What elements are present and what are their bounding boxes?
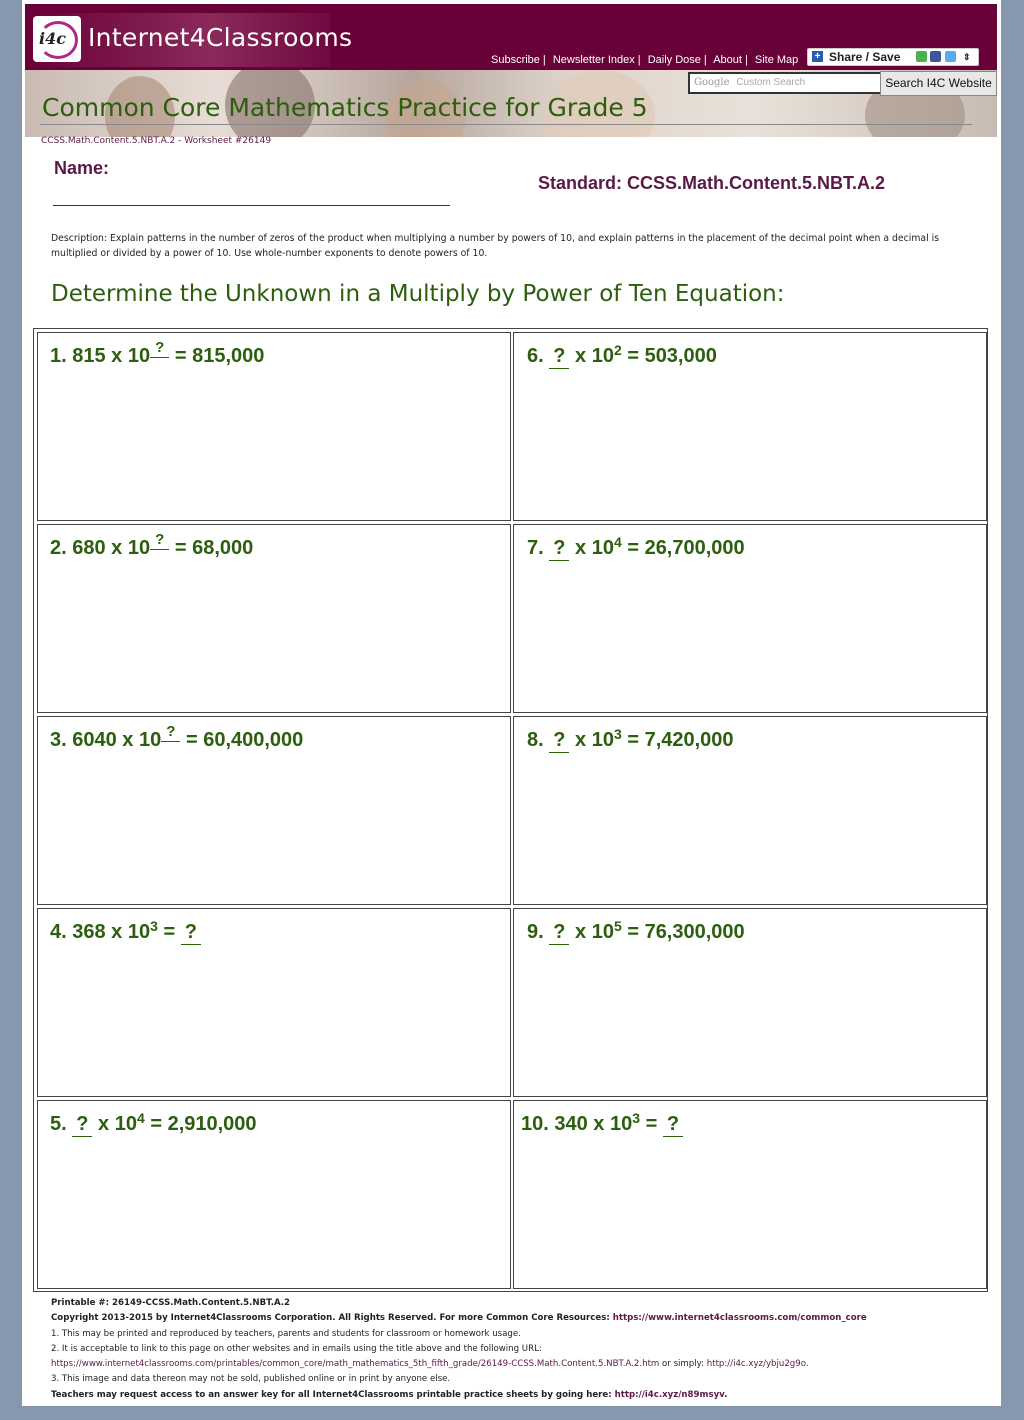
- answer-blank: ?: [549, 345, 569, 369]
- search-input[interactable]: [688, 72, 882, 94]
- problem-result: = 26,700,000: [627, 537, 745, 559]
- problem-2: [50, 531, 254, 560]
- problem-exponent: 5: [613, 918, 622, 934]
- title-divider: [40, 124, 972, 125]
- problem-number: 5.: [50, 1113, 67, 1135]
- problem-3: [50, 723, 304, 752]
- problem-cell-9: [513, 908, 987, 1097]
- nav-link-subscribe[interactable]: Subscribe: [491, 54, 540, 66]
- problem-number: 10.: [521, 1113, 549, 1135]
- problem-base: x 10: [98, 1113, 137, 1135]
- answer-blank: ?: [549, 729, 569, 753]
- problem-exponent: 4: [613, 534, 622, 550]
- search-button[interactable]: Search I4C Website: [880, 71, 997, 96]
- problem-base: x 10: [575, 537, 614, 559]
- problem-cell-6: [513, 332, 987, 521]
- problem-number: 4.: [50, 921, 67, 943]
- nav-link-newsletter-index[interactable]: Newsletter Index: [552, 54, 635, 66]
- problem-cell-8: [513, 716, 987, 905]
- nav-link-site-map[interactable]: Site Map: [754, 54, 799, 66]
- problem-exponent: 3: [613, 726, 622, 742]
- problem-factor: 6040 x 10: [72, 729, 162, 751]
- problem-1: [50, 339, 265, 368]
- share-plus-icon: +: [812, 51, 823, 62]
- email-share-icon[interactable]: [916, 51, 927, 62]
- problem-5: [50, 1110, 257, 1137]
- answer-key-line: Teachers may request access to an answer key for all Internet4Classrooms printable practice sheets by going here: http://i4c.xyz/n89msyv.: [51, 1389, 728, 1400]
- problem-result: = 76,300,000: [627, 921, 745, 943]
- share-save-button[interactable]: [807, 48, 979, 66]
- footer-note-2-urls: https://www.internet4classrooms.com/printables/common_core/math_mathematics_5th_fifth_grade/26149-CCSS.Math.Content.5.NBT.A.2.htm or simply: http://i4c.xyz/ybju2g9o.: [51, 1359, 809, 1370]
- problem-equals: =: [163, 921, 176, 943]
- logo-text: Internet4Classrooms: [88, 23, 353, 52]
- copyright-text: Copyright 2013-2015 by Internet4Classrooms Corporation. All Rights Reserved. For more Common Core Resources:: [51, 1313, 610, 1324]
- answer-blank: ?: [181, 921, 201, 945]
- search-placeholder: Custom Search: [736, 77, 806, 88]
- problem-number: 9.: [527, 921, 544, 943]
- problem-result: = 503,000: [627, 345, 717, 367]
- problem-cell-1: [37, 332, 511, 521]
- section-heading: Determine the Unknown in a Multiply by Power of Ten Equation:: [51, 281, 785, 307]
- exponent-blank: ?: [161, 723, 180, 742]
- problem-exponent: 2: [613, 342, 622, 358]
- problem-8: [527, 726, 734, 753]
- problem-equals: =: [645, 1113, 658, 1135]
- problem-factor: 815 x 10: [72, 345, 151, 367]
- answer-blank: ?: [72, 1113, 92, 1137]
- logo-badge-icon: [33, 16, 81, 62]
- problem-cell-4: [37, 908, 511, 1097]
- problem-number: 1.: [50, 345, 67, 367]
- twitter-icon[interactable]: [945, 51, 956, 62]
- problem-number: 8.: [527, 729, 544, 751]
- problem-base: x 10: [575, 729, 614, 751]
- problem-number: 2.: [50, 537, 67, 559]
- short-url-link[interactable]: http://i4c.xyz/ybju2g9o: [706, 1359, 806, 1370]
- answer-blank: ?: [549, 537, 569, 561]
- nav-link-daily-dose[interactable]: Daily Dose: [647, 54, 701, 66]
- google-logo: Google: [694, 77, 730, 88]
- problem-grid: [33, 328, 988, 1292]
- problem-number: 6.: [527, 345, 544, 367]
- printable-number: Printable #: 26149-CCSS.Math.Content.5.NBT.A.2: [51, 1298, 291, 1308]
- name-label: Name:: [54, 158, 110, 178]
- site-logo[interactable]: [30, 13, 353, 67]
- footer-note-3: 3. This image and data thereon may not be sold, published online or in print by anyone else.: [51, 1374, 451, 1385]
- answer-blank: ?: [549, 921, 569, 945]
- share-save-label: Share / Save: [829, 50, 901, 64]
- breadcrumb: CCSS.Math.Content.5.NBT.A.2 - Worksheet #26149: [41, 136, 272, 146]
- problem-4: [50, 918, 201, 945]
- problem-factor: 680 x 10: [72, 537, 151, 559]
- problem-base: x 10: [575, 345, 614, 367]
- problem-number: 7.: [527, 537, 544, 559]
- standard-label: Standard: CCSS.Math.Content.5.NBT.A.2: [538, 173, 886, 193]
- footer-note-2: 2. It is acceptable to link to this page on other websites and in emails using the title above and the following URL:: [51, 1343, 542, 1354]
- problem-6: [527, 342, 717, 369]
- top-navigation: Subscribe | Newsletter Index | Daily Dose | About | Site Map: [491, 54, 799, 66]
- site-header: [25, 4, 997, 70]
- nav-link-about[interactable]: About: [713, 54, 742, 66]
- problem-9: [527, 918, 745, 945]
- problem-exponent: 3: [632, 1110, 641, 1126]
- problem-number: 3.: [50, 729, 67, 751]
- facebook-icon[interactable]: [930, 51, 941, 62]
- answer-key-link[interactable]: http://i4c.xyz/n89msyv: [614, 1389, 725, 1400]
- problem-result: = 60,400,000: [185, 729, 304, 751]
- problem-cell-7: [513, 524, 987, 713]
- problem-cell-2: [37, 524, 511, 713]
- share-more-icon[interactable]: ⇕: [963, 52, 971, 62]
- problem-exponent: 4: [136, 1110, 145, 1126]
- problem-exponent: 3: [150, 918, 158, 934]
- problem-cell-10: [513, 1100, 987, 1289]
- problem-cell-3: [37, 716, 511, 905]
- worksheet-footer: [51, 1296, 991, 1403]
- answer-blank: ?: [663, 1113, 683, 1137]
- problem-result: = 68,000: [174, 537, 254, 559]
- answer-key-text: Teachers may request access to an answer key for all Internet4Classrooms printable practice sheets by going here:: [51, 1389, 612, 1400]
- exponent-blank: ?: [150, 339, 169, 358]
- footer-note-1: 1. This may be printed and reproduced by teachers, parents and students for classroom or homework usage.: [51, 1328, 521, 1339]
- problem-base: 340 x 10: [554, 1113, 633, 1135]
- problem-result: = 815,000: [174, 345, 265, 367]
- common-core-link[interactable]: https://www.internet4classrooms.com/common_core: [612, 1313, 867, 1324]
- problem-base: 368 x 10: [72, 921, 151, 943]
- worksheet-url-link[interactable]: https://www.internet4classrooms.com/printables/common_core/math_mathematics_5th_fifth_grade/26149-CCSS.Math.Content.5.NBT.A.2.htm: [51, 1359, 660, 1370]
- exponent-blank: ?: [150, 531, 169, 550]
- problem-cell-5: [37, 1100, 511, 1289]
- page-title: Common Core Mathematics Practice for Grade 5: [42, 93, 648, 122]
- problem-7: [527, 534, 745, 561]
- worksheet-description: Description: Explain patterns in the number of zeros of the product when multiplying a number by powers of 10, and explain patterns in the placement of the decimal point when a decimal is multiplied or divided by a power of 10. Use whole-number exponents to denote powers of 10.: [51, 233, 940, 259]
- problem-result: = 2,910,000: [150, 1113, 257, 1135]
- or-simply-text: or simply:: [662, 1359, 705, 1370]
- logo-badge-text: i4c: [39, 29, 66, 48]
- copyright-line: [51, 1311, 991, 1326]
- problem-result: = 7,420,000: [627, 729, 734, 751]
- name-blank-line: [53, 205, 450, 206]
- worksheet-page: [22, 0, 1001, 1406]
- problem-base: x 10: [575, 921, 614, 943]
- problem-10: [521, 1110, 683, 1137]
